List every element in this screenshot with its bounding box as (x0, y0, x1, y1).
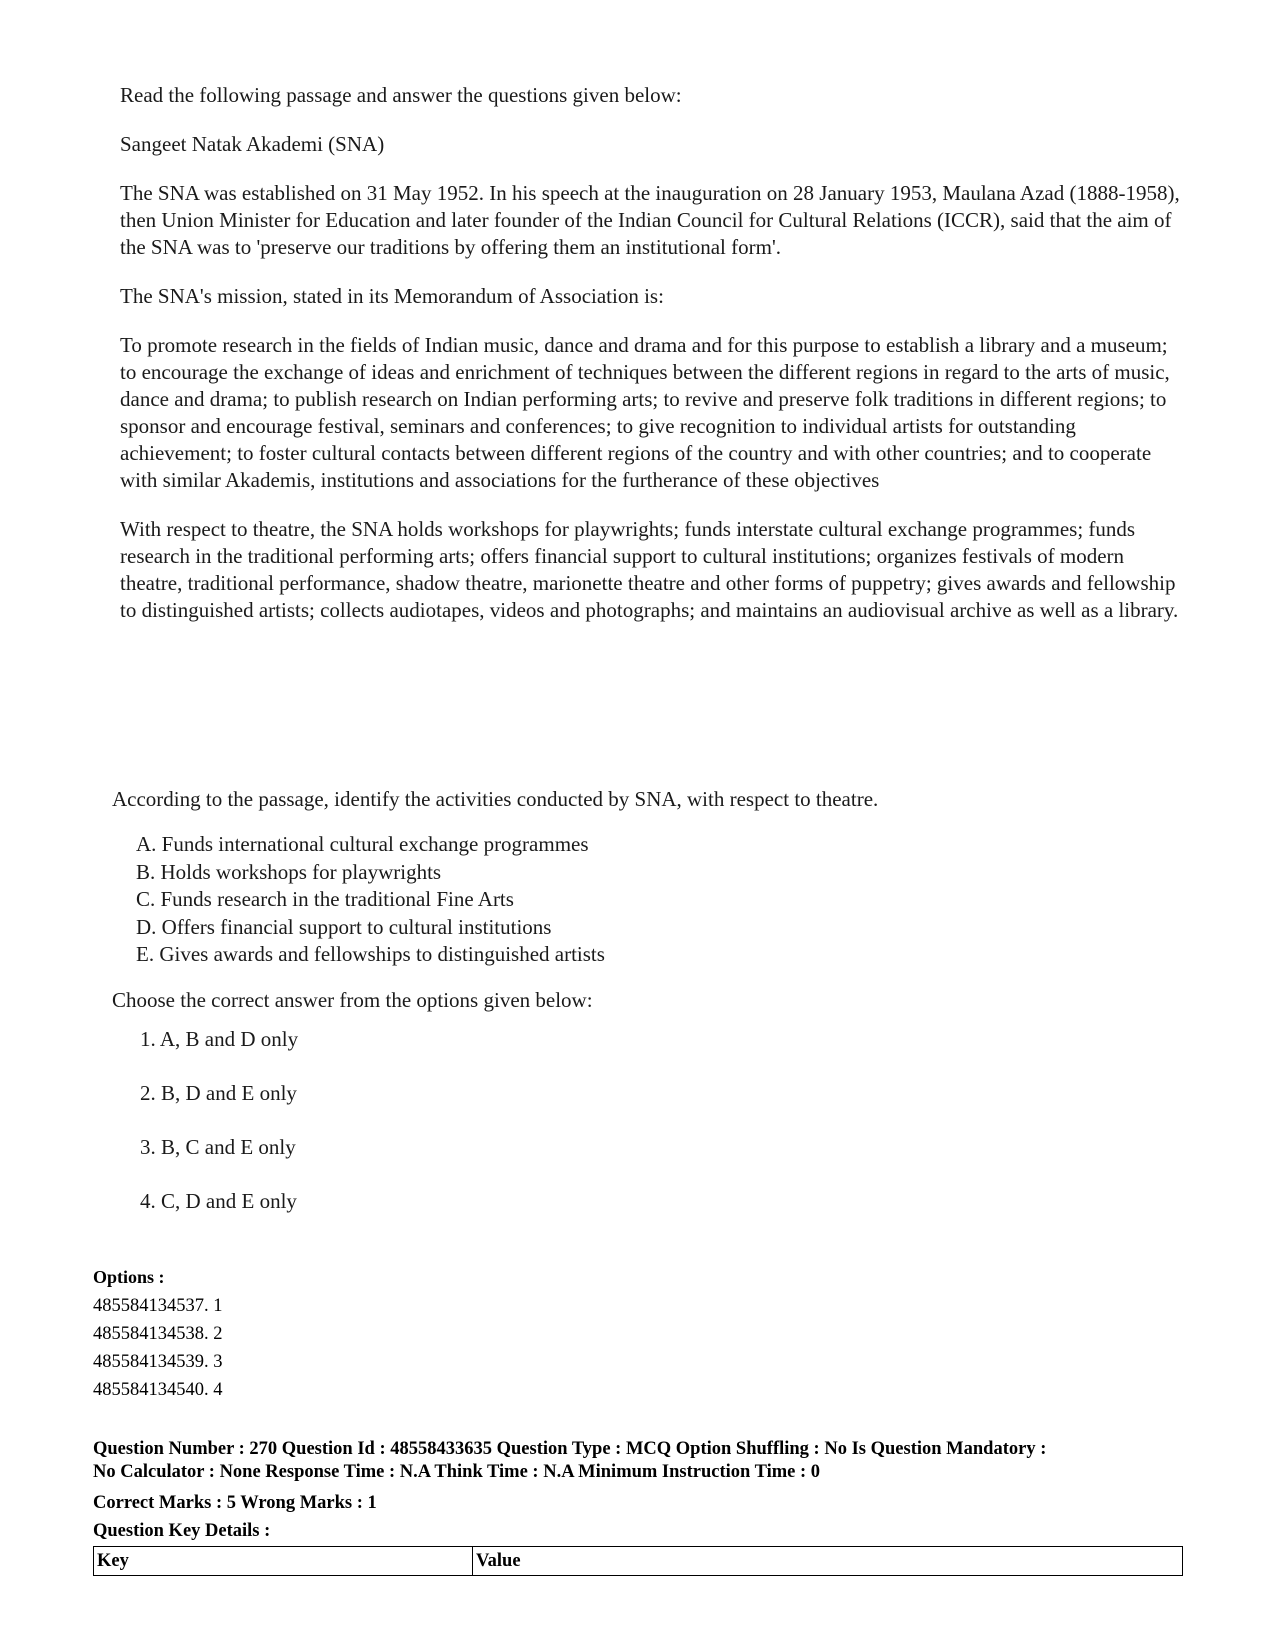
key-details-label: Question Key Details : (93, 1521, 271, 1541)
statement-list (136, 831, 1172, 969)
question-info-line-2: No Calculator : None Response Time : N.A Think Time : N.A Minimum Instruction Time : 0 (93, 1462, 821, 1482)
statement-item: D. Offers financial support to cultural institutions (136, 914, 552, 939)
statement-item: A. Funds international cultural exchange programmes (136, 832, 589, 856)
option-id-item: 485584134538. 2 (93, 1324, 223, 1344)
passage-paragraph-1: The SNA was established on 31 May 1952. In his speech at the inauguration on 28 January 1953, Maulana Azad (1888-1958), then Union Minister for Education and later founder of the Indian Council for Cultural Relations (ICCR), said that the aim of the SNA was to 'preserve our traditions by offering them an institutional form'. (120, 181, 1180, 259)
table-header-row (94, 1547, 1183, 1576)
answer-option: 3. B, C and E only (140, 1134, 296, 1159)
option-id-item: 485584134539. 3 (93, 1352, 223, 1372)
passage (120, 82, 1180, 646)
key-value-table (93, 1546, 1183, 1576)
answer-option: 1. A, B and D only (140, 1026, 299, 1051)
options-label: Options : (93, 1267, 165, 1287)
option-id-list (93, 1292, 1183, 1404)
marks-info: Correct Marks : 5 Wrong Marks : 1 (93, 1493, 377, 1513)
passage-paragraph-4: With respect to theatre, the SNA holds workshops for playwrights; funds interstate cultural exchange programmes; funds research in the traditional performing arts; offers financial support to cultural institutions; organizes festivals of modern theatre, traditional performance, shadow theatre, marionette theatre and other forms of puppetry; gives awards and fellowship to distinguished artists; collects audiotapes, videos and photographs; and maintains an audiovisual archive as well as a library. (120, 517, 1179, 622)
passage-intro: Read the following passage and answer the questions given below: (120, 83, 682, 107)
passage-paragraph-2: The SNA's mission, stated in its Memorandum of Association is: (120, 284, 664, 308)
question-metadata (93, 1264, 1183, 1576)
statement-item: B. Holds workshops for playwrights (136, 859, 442, 884)
answer-list (140, 1026, 1172, 1215)
value-header: Value (473, 1547, 1183, 1576)
answer-option: 2. B, D and E only (140, 1080, 297, 1105)
question-info-line-1: Question Number : 270 Question Id : 48558433635 Question Type : MCQ Option Shuffling : No Is Question Mandatory : (93, 1439, 1047, 1459)
answer-option: 4. C, D and E only (140, 1188, 297, 1213)
question-block (112, 786, 1172, 1242)
option-id-item: 485584134537. 1 (93, 1296, 223, 1316)
statement-item: E. Gives awards and fellowships to distinguished artists (136, 942, 605, 966)
option-id-item: 485584134540. 4 (93, 1380, 223, 1400)
choose-instruction: Choose the correct answer from the options given below: (112, 987, 593, 1012)
statement-item: C. Funds research in the traditional Fine Arts (136, 887, 514, 911)
key-header: Key (94, 1547, 473, 1576)
question-info (93, 1438, 1183, 1484)
passage-paragraph-3: To promote research in the fields of Indian music, dance and drama and for this purpose to establish a library and a museum; to encourage the exchange of ideas and enrichment of techniques between the different regions in regard to the arts of music, dance and drama; to publish research on Indian performing arts; to revive and preserve folk traditions in different regions; to sponsor and encourage festival, seminars and conferences; to give recognition to individual artists for outstanding achievement; to foster cultural contacts between different regions of the country and with other countries; and to cooperate with similar Akademis, institutions and associations for the furtherance of these objectives (120, 333, 1170, 492)
passage-title: Sangeet Natak Akademi (SNA) (120, 132, 385, 156)
question-stem: According to the passage, identify the activities conducted by SNA, with respect to theatre. (112, 787, 879, 811)
